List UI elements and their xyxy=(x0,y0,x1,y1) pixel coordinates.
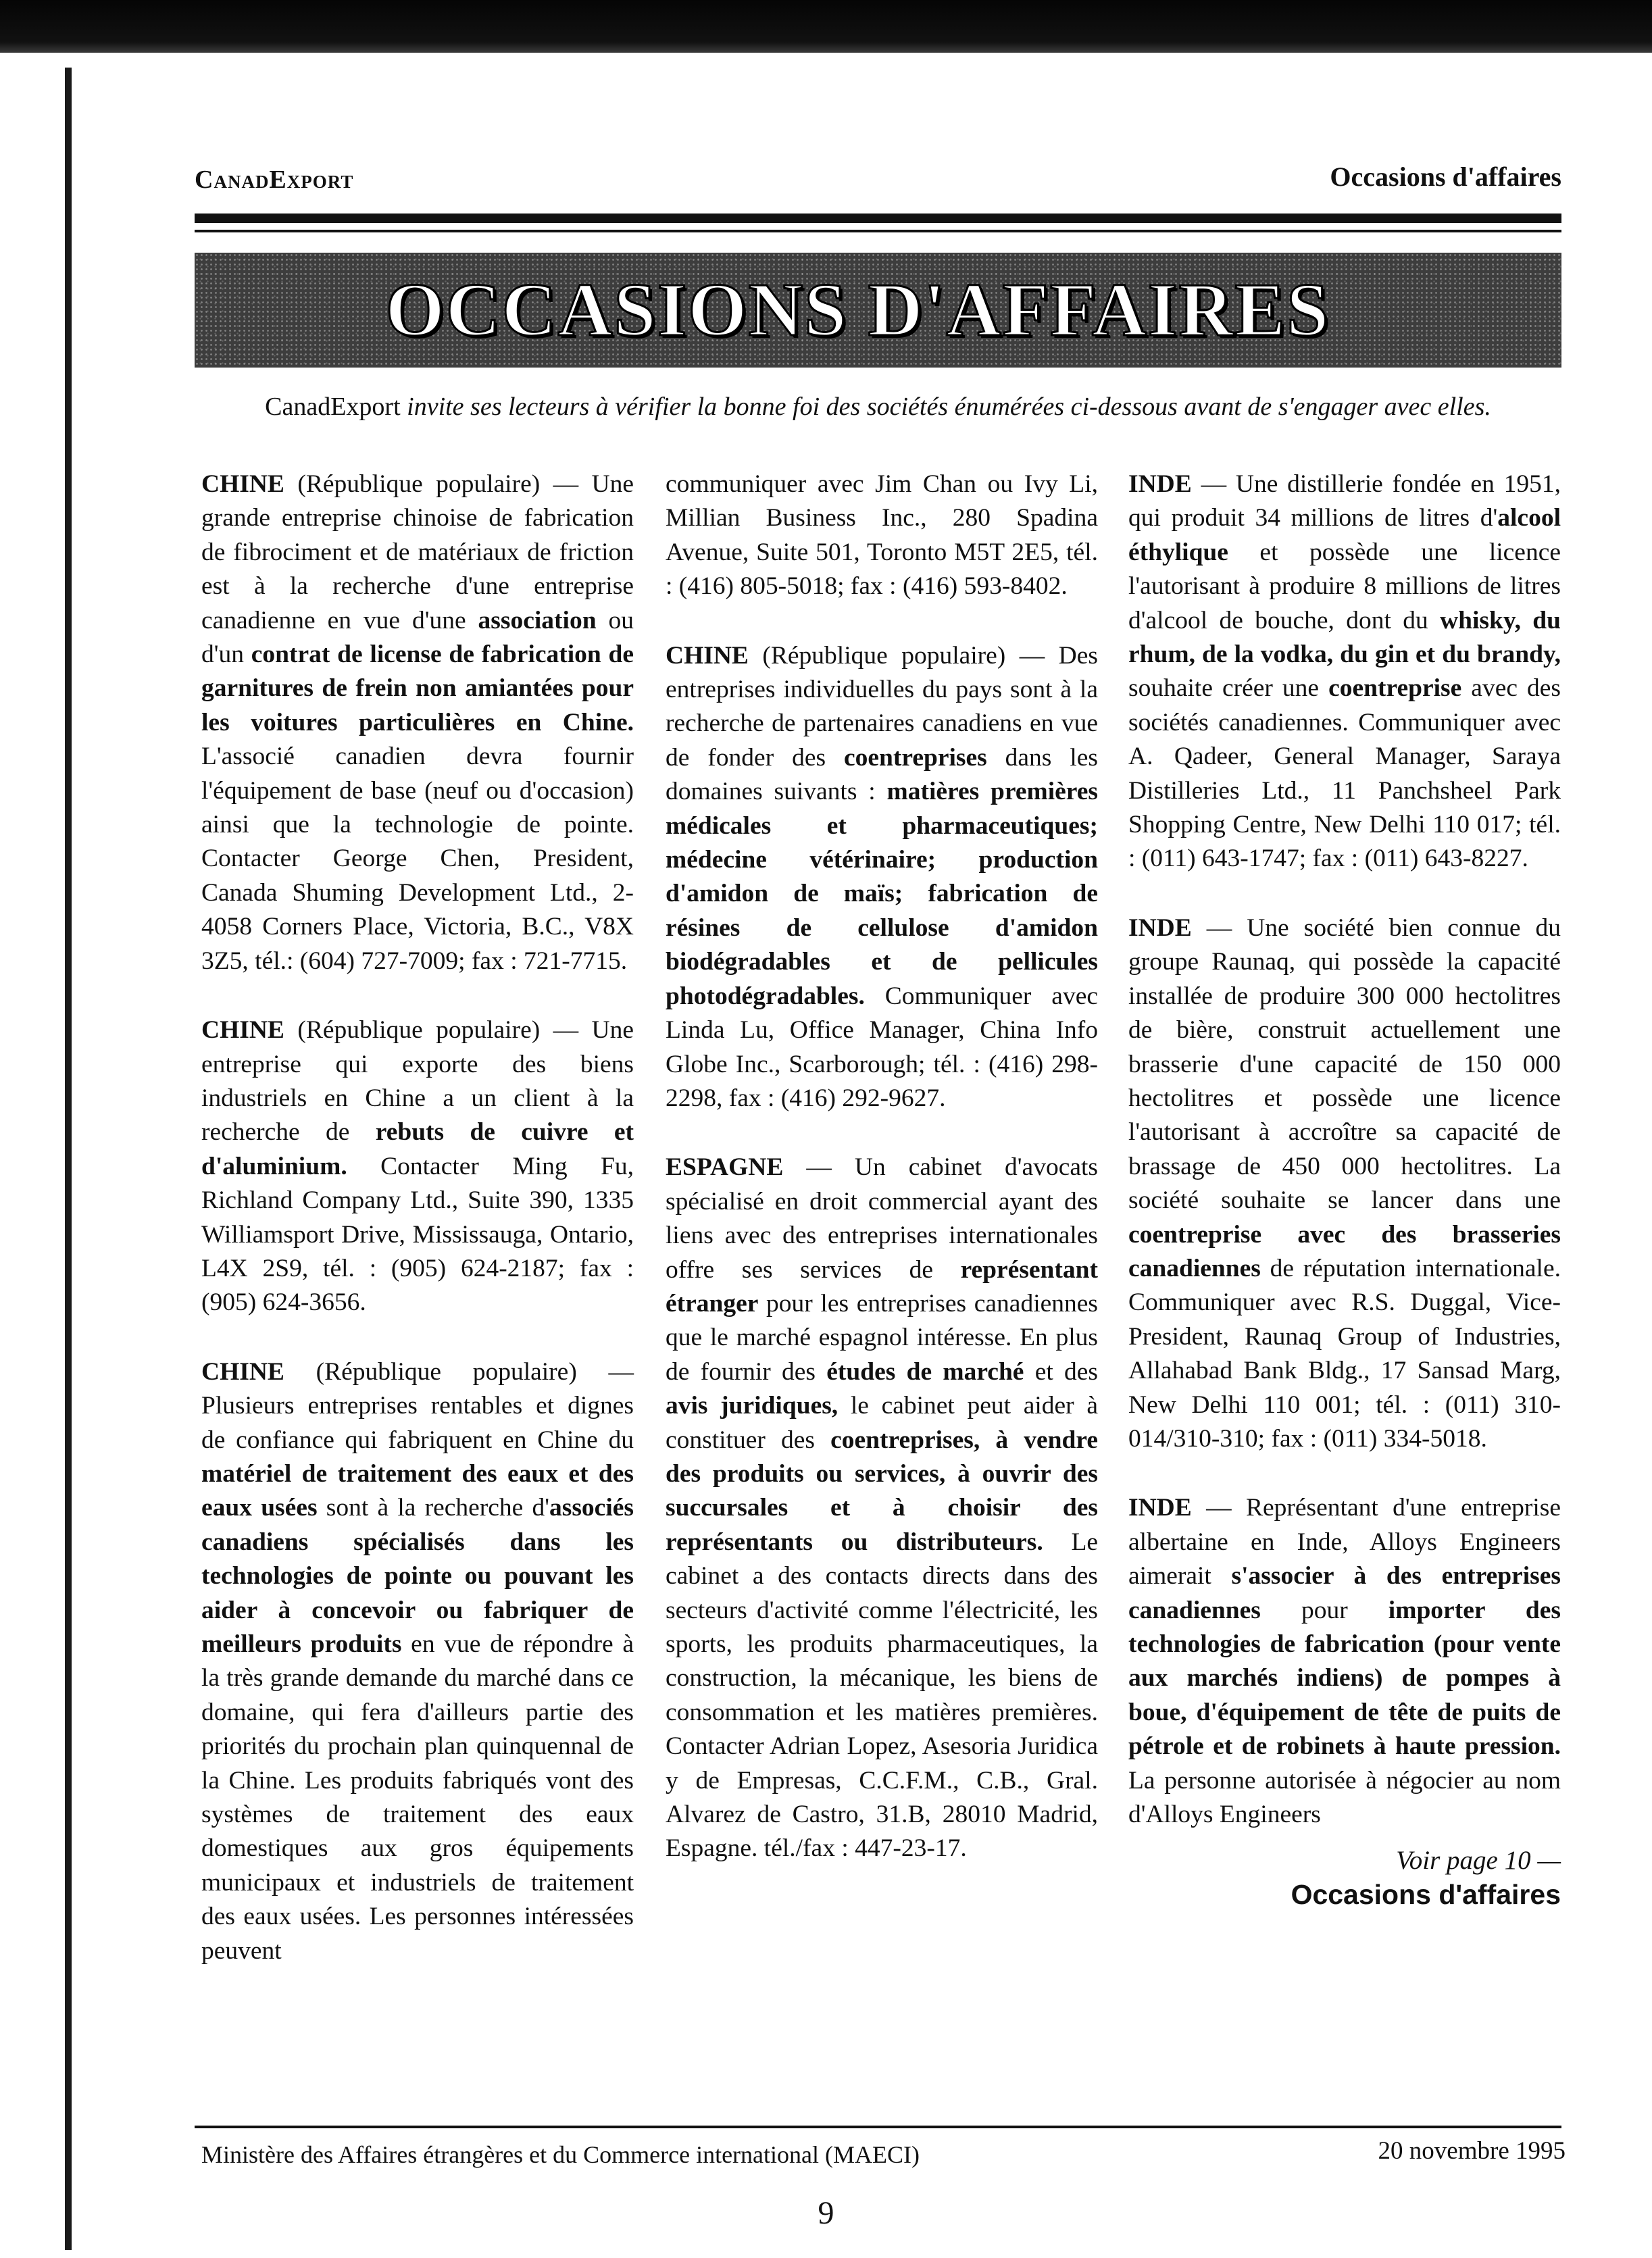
banner-title: OCCASIONS D'AFFAIRES xyxy=(385,268,1330,352)
listing-text: Contacter Ming Fu, Richland Company Ltd., Suite 390, 1335 Williamsport Drive, Mississauga, Ontario, L4X 2S9, tél. : (905) 624-2187; fax : (905) 624-3656. xyxy=(201,1152,634,1317)
listing-bold-text: CHINE xyxy=(666,641,749,670)
column-2 xyxy=(666,468,1098,1901)
listing-paragraph xyxy=(201,468,634,978)
listing-text: — Une société bien connue du groupe Raunaq, qui possède la capacité installée de produire 300 000 hectolitres de bière, construit actuellement une brasserie d'une capacité de 150 000 hectolitres et possède une licence l'autorisant à accroître sa capacité de brassage de 450 000 hectolitres. La société souhaite se lancer dans une xyxy=(1128,913,1561,1215)
listing-bold-text: alcool éthylique xyxy=(1128,504,1561,566)
section-title: Occasions d'affaires xyxy=(1330,161,1561,192)
listing-text: communiquer avec Jim Chan ou Ivy Li, Millian Business Inc., 280 Spadina Avenue, Suite 501, Toronto M5T 2E5, tél. : (416) 805-5018; fax : (416) 593-8402. xyxy=(666,470,1098,601)
publication-name: CanadExport xyxy=(195,166,354,194)
listing-text: le cabinet peut aider à constituer des xyxy=(666,1392,1098,1454)
listing-bold-text: importer des technologies de fabrication (pour vente aux marchés indiens) de pompes à boue, d'équipement de tête de puits de pétrole et de robinets à haute pression. xyxy=(1128,1596,1561,1761)
listing-text: pour les entreprises canadiennes que le marché espagnol intéresse. En plus de fournir des xyxy=(666,1289,1098,1386)
listing-text: et des xyxy=(1024,1357,1098,1386)
listing-text: Communiquer avec Linda Lu, Office Manager, China Info Globe Inc., Scarborough; tél. : (416) 298-2298, fax : (416) 292-9627. xyxy=(666,982,1098,1112)
footer-ministry: Ministère des Affaires étrangères et du Commerce international (MAECI) xyxy=(201,2141,920,2168)
listing-text: et possède une licence l'autorisant à produire 8 millions de litres d'alcool de bouche, dont du xyxy=(1128,538,1561,634)
listing-bold-text: INDE xyxy=(1128,1494,1192,1522)
header-rule-thick xyxy=(195,214,1561,223)
listing-text: La personne autorisée à négocier au nom d'Alloys Engineers xyxy=(1128,1766,1561,1829)
listing-bold-text: INDE xyxy=(1128,913,1192,942)
page-number: 9 xyxy=(818,2195,834,2231)
listing-bold-text: matériel de traitement des eaux et des eaux usées xyxy=(201,1459,634,1522)
listing-bold-text: CHINE xyxy=(201,470,284,498)
listing-paragraph xyxy=(666,639,1098,1116)
listing-bold-text: avis juridiques, xyxy=(666,1392,838,1420)
listing-text: souhaite créer une xyxy=(1128,674,1329,703)
listing-paragraph xyxy=(1128,1491,1561,1832)
section-banner xyxy=(195,253,1561,368)
listing-bold-text: INDE xyxy=(1128,470,1192,498)
listing-bold-text: coentreprises xyxy=(844,743,987,772)
listing-bold-text: s'associer à des entreprises canadiennes xyxy=(1128,1562,1561,1624)
listing-paragraph xyxy=(201,1355,634,1968)
header-rule-thin xyxy=(195,230,1561,232)
footer-date: 20 novembre 1995 xyxy=(1378,2137,1566,2165)
listing-paragraph xyxy=(1128,468,1561,876)
listing-paragraph xyxy=(201,1013,634,1320)
listing-bold-text: contrat de license de fabrication de garnitures de frein non amiantées pour les voitures particulières en Chine. xyxy=(201,641,634,736)
listing-bold-text: CHINE xyxy=(201,1357,284,1386)
listing-bold-text: whisky, du rhum, de la vodka, du gin et du brandy, xyxy=(1128,606,1561,669)
listing-bold-text: études de marché xyxy=(826,1357,1024,1386)
intro-text: invite ses lecteurs à vérifier la bonne foi des sociétés énumérées ci-dessous avant de s'engager avec elles. xyxy=(400,393,1491,421)
listing-paragraph xyxy=(1128,911,1561,1457)
listing-text: (République populaire) — Plusieurs entreprises rentables et dignes de confiance qui fabriquent en Chine du xyxy=(201,1357,634,1454)
intro-disclaimer xyxy=(195,392,1561,422)
listing-bold-text: rebuts de cuivre et d'aluminium. xyxy=(201,1118,634,1180)
listing-bold-text: représentant étranger xyxy=(666,1255,1098,1318)
listing-paragraph xyxy=(666,468,1098,604)
intro-company: CanadExport xyxy=(265,393,401,421)
listing-text: avec des sociétés canadiennes. Communiquer avec A. Qadeer, General Manager, Saraya Distilleries Ltd., 11 Panchsheel Park Shopping Centre, New Delhi 110 017; tél. : (011) 643-1747; fax : (011) 643-8227. xyxy=(1128,674,1561,873)
listing-bold-text: coentreprises, à vendre des produits ou services, à ouvrir des succursales et à choisir des représentants ou distributeurs. xyxy=(666,1426,1098,1556)
listing-text: ou d'un xyxy=(201,606,634,669)
scan-top-strip xyxy=(0,0,1652,53)
listings-column-3 xyxy=(1128,468,1561,1832)
listing-text: de réputation internationale. Communiquer avec R.S. Duggal, Vice-President, Raunaq Group of Industries, Allahabad Bank Bldg., 17 Sansad Marg, New Delhi 110 001; tél. : (011) 310-014/310-310; fax : (011) 334-5018. xyxy=(1128,1254,1561,1453)
listing-bold-text: CHINE xyxy=(201,1016,284,1045)
listing-text: (République populaire) — Une entreprise qui exporte des biens industriels en Chine a un client à la recherche de xyxy=(201,1016,634,1147)
listing-text: pour xyxy=(1260,1596,1388,1624)
listing-text: — Une distillerie fondée en 1951, qui produit 34 millions de litres d' xyxy=(1128,470,1561,532)
listing-bold-text: ESPAGNE xyxy=(666,1153,784,1182)
listing-text: Le cabinet a des contacts directs dans des secteurs d'activité comme l'électricité, les sports, les produits pharmaceutiques, la construction, la mécanique, les biens de consommation et les matières premières. Contacter Adrian Lopez, Asesoria Juridica y de Empresas, C.C.F.M., C.B., Gral. Alvarez de Castro, 31.B, 28010 Madrid, Espagne. tél./fax : 447-23-17. xyxy=(666,1528,1098,1863)
listing-text: sont à la recherche d' xyxy=(317,1494,549,1522)
listing-bold-text: coentreprise avec des brasseries canadiennes xyxy=(1128,1220,1561,1282)
scan-binding-edge xyxy=(65,68,72,2250)
column-3 xyxy=(1128,468,1561,1911)
listing-text: (République populaire) — Des entreprises individuelles du pays sont à la recherche de partenaires canadiens en vue de fonder des xyxy=(666,641,1098,772)
footer-rule xyxy=(195,2126,1561,2128)
listing-bold-text: matières premières médicales et pharmaceutiques; médecine vétérinaire; production d'amidon de maïs; fabrication de résines de cellulose d'amidon biodégradables et de pellicules photodégradables. xyxy=(666,778,1099,1010)
listing-bold-text: association xyxy=(478,606,597,634)
listing-text: en vue de répondre à la très grande demande du marché dans ce domaine, qui fera d'ailleurs partie des priorités du prochain plan quinquennal de la Chine. Les produits fabriqués vont des systèmes de traitement des eaux domestiques aux gros équipements municipaux et industriels de traitement des eaux usées. Les personnes intéressées peuvent xyxy=(201,1630,634,1965)
listing-text: — Représentant d'une entreprise albertaine en Inde, Alloys Engineers aimerait xyxy=(1128,1494,1561,1590)
listing-bold-text: coentreprise xyxy=(1328,674,1462,703)
listing-paragraph xyxy=(666,1151,1098,1866)
listing-text: (République populaire) — Une grande entreprise chinoise de fabrication de fibrociment et de matériaux de friction est à la recherche d'une entreprise canadienne en vue d'une xyxy=(201,470,634,634)
continued-title: Occasions d'affaires xyxy=(1291,1879,1561,1911)
continued-note: Voir page 10 — xyxy=(1396,1846,1561,1876)
listing-text: L'associé canadien devra fournir l'équipement de base (neuf ou d'occasion) ainsi que la technologie de pointe. Contacter George Chen, President, Canada Shuming Development Ltd., 2-4058 Corners Place, Victoria, B.C., V8X 3Z5, tél.: (604) 727-7009; fax : 721-7715. xyxy=(201,743,634,975)
listing-bold-text: associés canadiens spécialisés dans les technologies de pointe ou pouvant les aider à concevoir ou fabriquer de meilleurs produits xyxy=(201,1494,634,1658)
column-1 xyxy=(201,468,634,2003)
listing-text: — Un cabinet d'avocats spécialisé en droit commercial ayant des liens avec des entreprises internationales offre ses services de xyxy=(666,1153,1098,1284)
listing-text: dans les domaines suivants : xyxy=(666,743,1098,806)
